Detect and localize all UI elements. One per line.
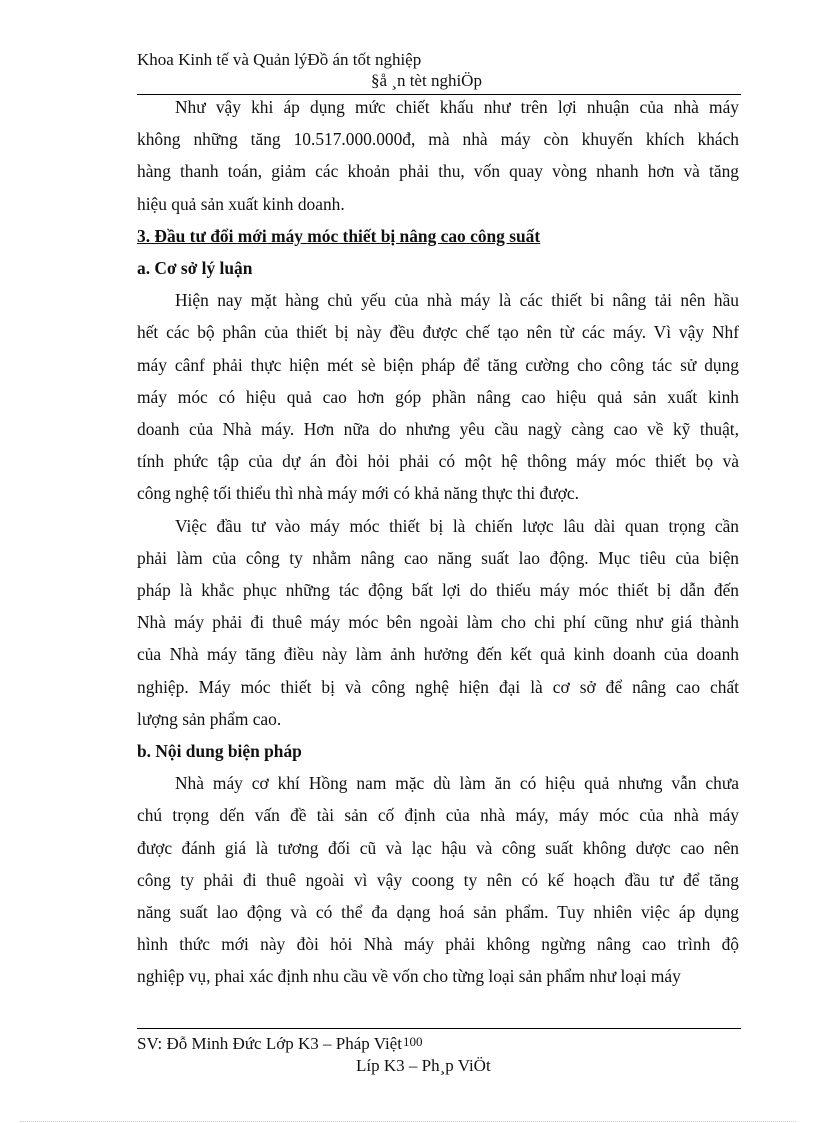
section-heading-text: a. Cơ sở lý luận [137, 258, 253, 279]
paragraph-line: tính phức tập của dự án đòi hỏi phải có một hệ thông máy móc thiết bọ và [137, 451, 739, 472]
footer-student-line [137, 1034, 422, 1055]
paragraph-line: được đánh giá là tương đối cũ và lạc hậu và công suất không dược cao nên [137, 837, 739, 858]
section-heading [137, 220, 739, 252]
section-heading-text: 3. Đầu tư đổi mới máy móc thiết bị nâng cao công suất [137, 225, 541, 246]
section-heading [137, 735, 739, 767]
paragraph-line: doanh của Nhà máy. Hơn nữa do nhưng yêu cầu nagỳ càng cao về kỹ thuật, [137, 419, 739, 440]
paragraph-line: không những tăng 10.517.000.000đ, mà nhà máy còn khuyến khích khách [137, 129, 739, 150]
footer-student-text: SV: Đỗ Minh Đức Lớp K3 – Pháp Việt [137, 1034, 402, 1053]
header-title: Khoa Kinh tế và Quản lýĐồ án tốt nghiệp [137, 50, 422, 69]
page-number: 100 [402, 1034, 423, 1049]
section-heading [137, 252, 739, 284]
page-edge-divider [20, 1121, 796, 1122]
paragraph-line: máy cânf phải thực hiện mét sè biện pháp để tăng cường cho công tác sử dụng [137, 354, 739, 375]
paragraph-line: của Nhà máy tăng điều này làm ảnh hưởng đến kết quả kinh doanh của doanh [137, 644, 739, 665]
paragraph-line: Nhà máy cơ khí Hồng nam mặc dù làm ăn có hiệu quả nhưng vẫn chưa [175, 773, 739, 794]
paragraph-line: hết các bộ phân của thiết bị này đều được chế tạo nên từ các máy. Vì vậy Nhf [137, 322, 739, 343]
paragraph-line: công nghệ tối thiểu thì nhà máy mới có khả năng thực thi được. [137, 483, 579, 504]
paragraph-line: nghiệp. Máy móc thiết bị và công nghệ hiện đại là cơ sở để nâng cao chất [137, 676, 739, 697]
footer-rule [137, 1028, 741, 1029]
paragraph-line: lượng sản phẩm cao. [137, 708, 282, 729]
paragraph-line: phải làm của công ty nhằm nâng cao năng suất lao động. Mục tiêu của biện [137, 547, 739, 568]
paragraph-line: máy móc có hiệu quả cao hơn góp phần nâng cao hiệu quả sản xuất kinh [137, 386, 739, 407]
paragraph-line: pháp là khắc phục những tác động bất lợi do thiếu máy móc thiết bị dẫn đến [137, 580, 739, 601]
paragraph-line: năng suất lao động và có thể đa dạng hoá sản phẩm. Tuy nhiên việc áp dụng [137, 902, 739, 923]
paragraph-line: công ty phải đi thuê ngoài vì vậy coong ty nên có kế hoạch đầu tư để tăng [137, 869, 739, 890]
document-body [137, 91, 739, 993]
footer-class-line: Líp K3 – Ph¸p ViÖt [356, 1056, 491, 1075]
paragraph-line: Hiện nay mặt hàng chủ yếu của nhà máy là các thiết bi nâng tải nên hầu [175, 290, 739, 311]
paragraph-line: hình thức mới này đòi hỏi Nhà máy phải không ngừng nâng cao trình độ [137, 934, 739, 955]
section-heading-text: b. Nội dung biện pháp [137, 741, 302, 762]
paragraph-line: Nhà máy phải đi thuê máy móc bên ngoài làm cho chi phí cũng như giá thành [137, 612, 739, 633]
header-subtitle: §å ¸n tèt nghiÖp [371, 71, 482, 90]
paragraph-line: Như vậy khi áp dụng mức chiết khấu như trên lợi nhuận của nhà máy [175, 97, 739, 117]
paragraph-line: Việc đầu tư vào máy móc thiết bị là chiến lược lâu dài quan trọng cần [175, 515, 739, 536]
paragraph-line: hiệu quả sản xuất kinh doanh. [137, 193, 345, 214]
paragraph-line: chú trọng dến vấn đề tài sản cố định của nhà máy, máy móc của nhà máy [137, 805, 739, 826]
paragraph-line: nghiệp vụ, phai xác định nhu cầu về vốn cho từng loại sản phẩm như loại máy [137, 966, 681, 987]
paragraph-line: hàng thanh toán, giảm các khoản phải thu, vốn quay vòng nhanh hơn và tăng [137, 161, 739, 182]
